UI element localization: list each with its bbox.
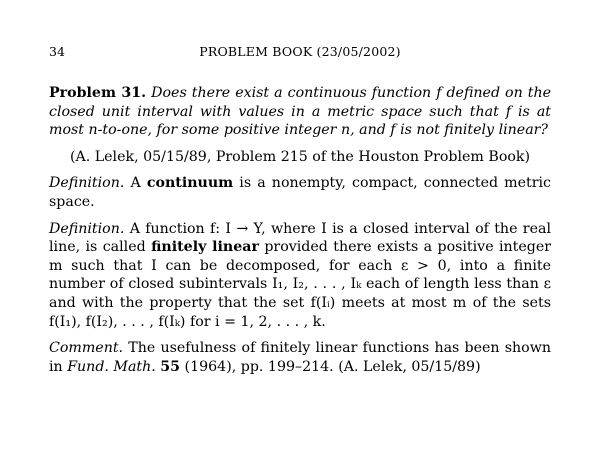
page-number: 34 (49, 44, 65, 59)
problem-title: Problem 31. (49, 85, 147, 101)
comment-label: Comment. (49, 340, 124, 357)
definition-term: continuum (146, 175, 234, 192)
definition-continuum (49, 174, 551, 211)
comment-text-part1: The usefulness of finitely linear functions has been shown in (49, 340, 552, 375)
problem-statement: Does there exist a continuous function f defined on the closed unit interval with values in a metric space such that f is at most n-to-one, for some positive integer n, and f is not finitely linear? (49, 85, 551, 139)
running-head: PROBLEM BOOK (23/05/2002) (199, 44, 401, 59)
definition-label: Definition. (49, 175, 125, 192)
definition-text-pre: A (130, 175, 141, 192)
comment-paragraph (49, 339, 551, 376)
journal-name: Fund. Math. (67, 358, 156, 375)
definition-text-part2: provided there exists a positive integer m such that I can be decomposed, for each ε > 0, into a finite number of closed subintervals I₁, I₂, . . . , Iₖ each of length less than ε and with the property that the set f(Iᵢ) meets at most m of the sets f(I₁), f(I₂), . . . , f(Iₖ) for i = 1, 2, . . . , k. (49, 239, 552, 330)
problem-attribution: (A. Lelek, 05/15/89, Problem 215 of the Houston Problem Book) (69, 148, 531, 165)
definition-text-post: is a nonempty, compact, connected metric space. (49, 175, 551, 210)
document-body (49, 84, 551, 384)
definition-term: finitely linear (151, 239, 259, 256)
problem-paragraph (49, 84, 551, 140)
page-header (49, 44, 551, 64)
comment-text-part2: (1964), pp. 199–214. (A. Lelek, 05/15/89) (184, 358, 481, 375)
definition-finitely-linear (49, 220, 551, 332)
journal-volume: 55 (160, 358, 181, 375)
definition-text-part1: A function f: I → Y, where I is a closed interval of the real line, is called (49, 220, 551, 256)
definition-label: Definition. (49, 220, 125, 237)
